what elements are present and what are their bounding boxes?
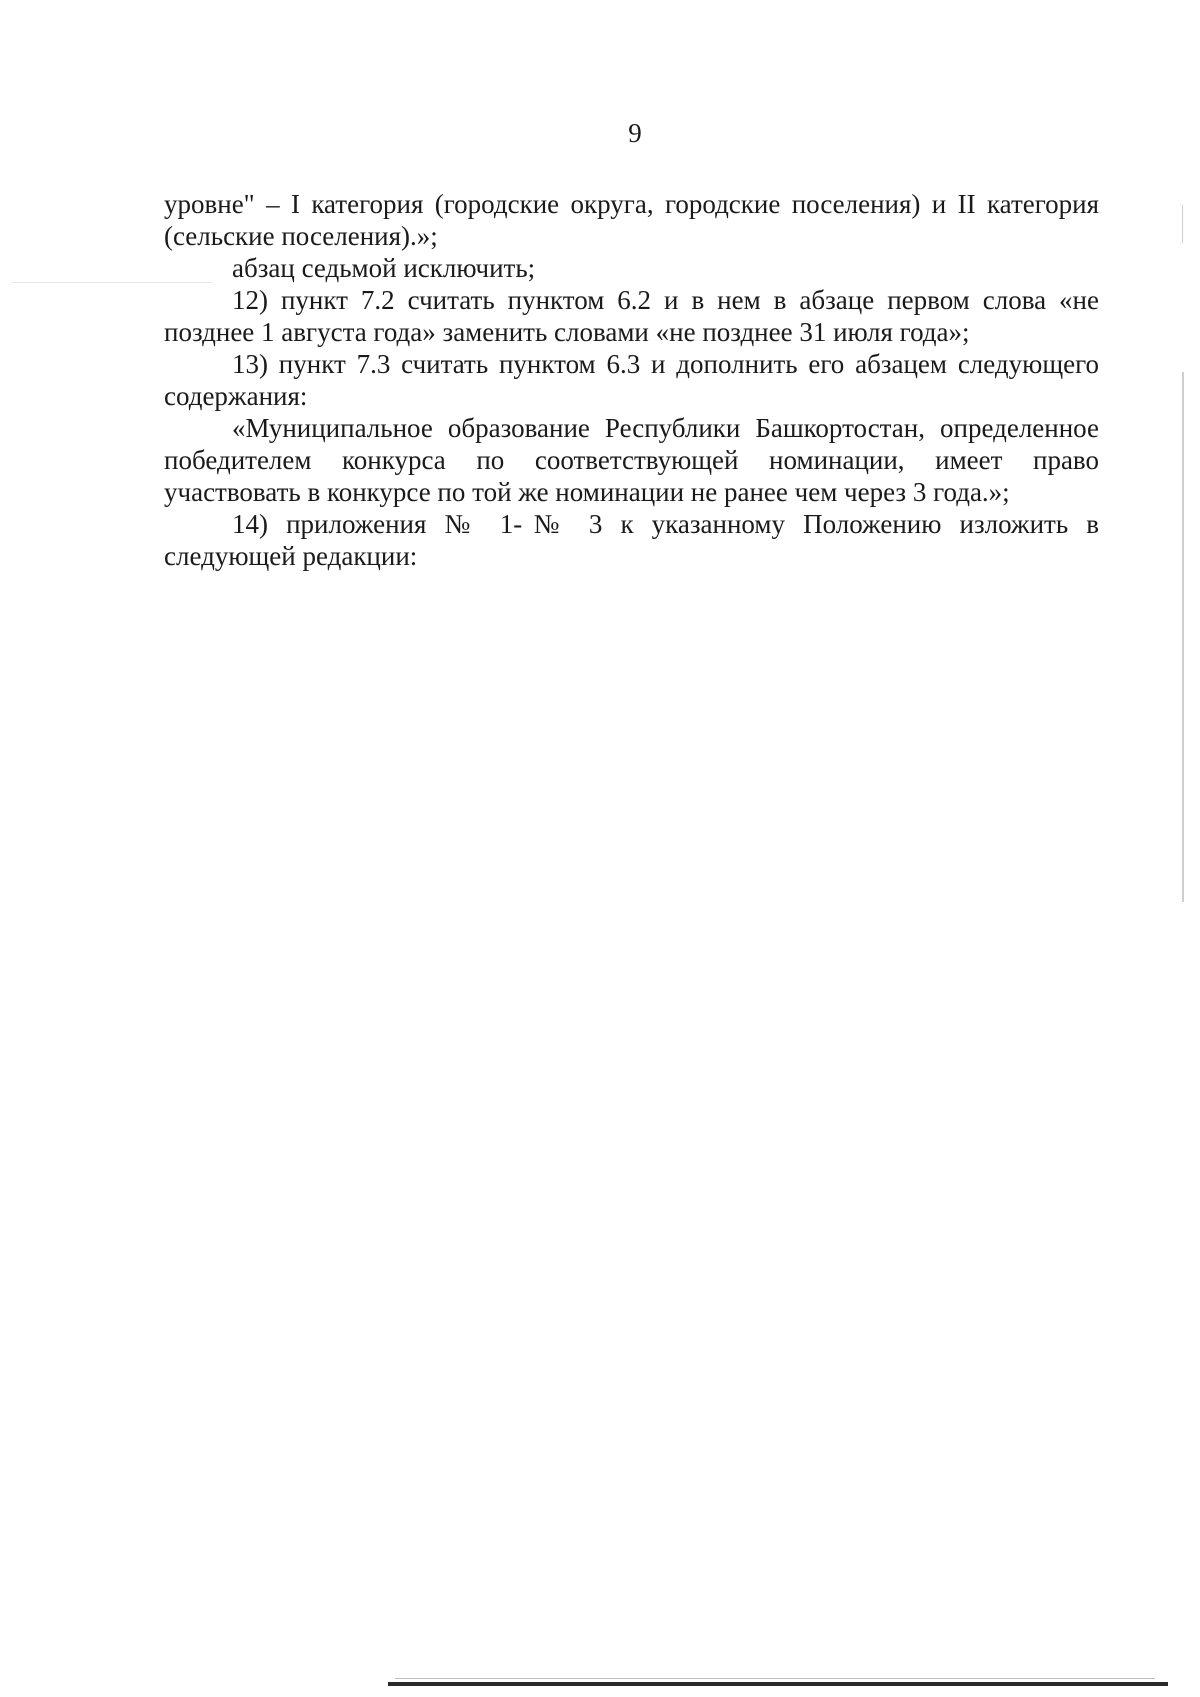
paragraph-continuation: уровне" – I категория (городские округа, городские поселения) и II категория (сельские поселения).»; xyxy=(164,189,1099,251)
scan-mark-top-rule xyxy=(12,282,212,283)
paragraph-item-12: 12) пункт 7.2 считать пунктом 6.2 и в нем в абзаце первом слова «не позднее 1 августа года» заменить словами «не позднее 31 июля года»; xyxy=(164,285,1099,347)
paragraph-item-14: 14) приложения № 1-№ 3 к указанному Положению изложить в следующей редакции: xyxy=(164,509,1099,571)
page-number: 9 xyxy=(628,118,642,148)
paragraph-quoted-addition: «Муниципальное образование Республики Башкортостан, определенное победителем конкурса по соответствующей номинации, имеет право участвовать в конкурсе по той же номинации не ранее чем через 3 года.»; xyxy=(164,413,1099,507)
scan-mark-right-edge-top xyxy=(1182,205,1183,243)
scan-mark-right-edge xyxy=(1182,372,1184,902)
paragraph-exclude-seventh: абзац седьмой исключить; xyxy=(232,253,536,283)
scan-mark-bottom-rule xyxy=(388,1682,1168,1686)
paragraph-item-13: 13) пункт 7.3 считать пунктом 6.3 и дополнить его абзацем следующего содержания: xyxy=(164,349,1099,411)
scan-mark-bottom-thin xyxy=(395,1678,1155,1679)
body-text xyxy=(164,188,1099,572)
